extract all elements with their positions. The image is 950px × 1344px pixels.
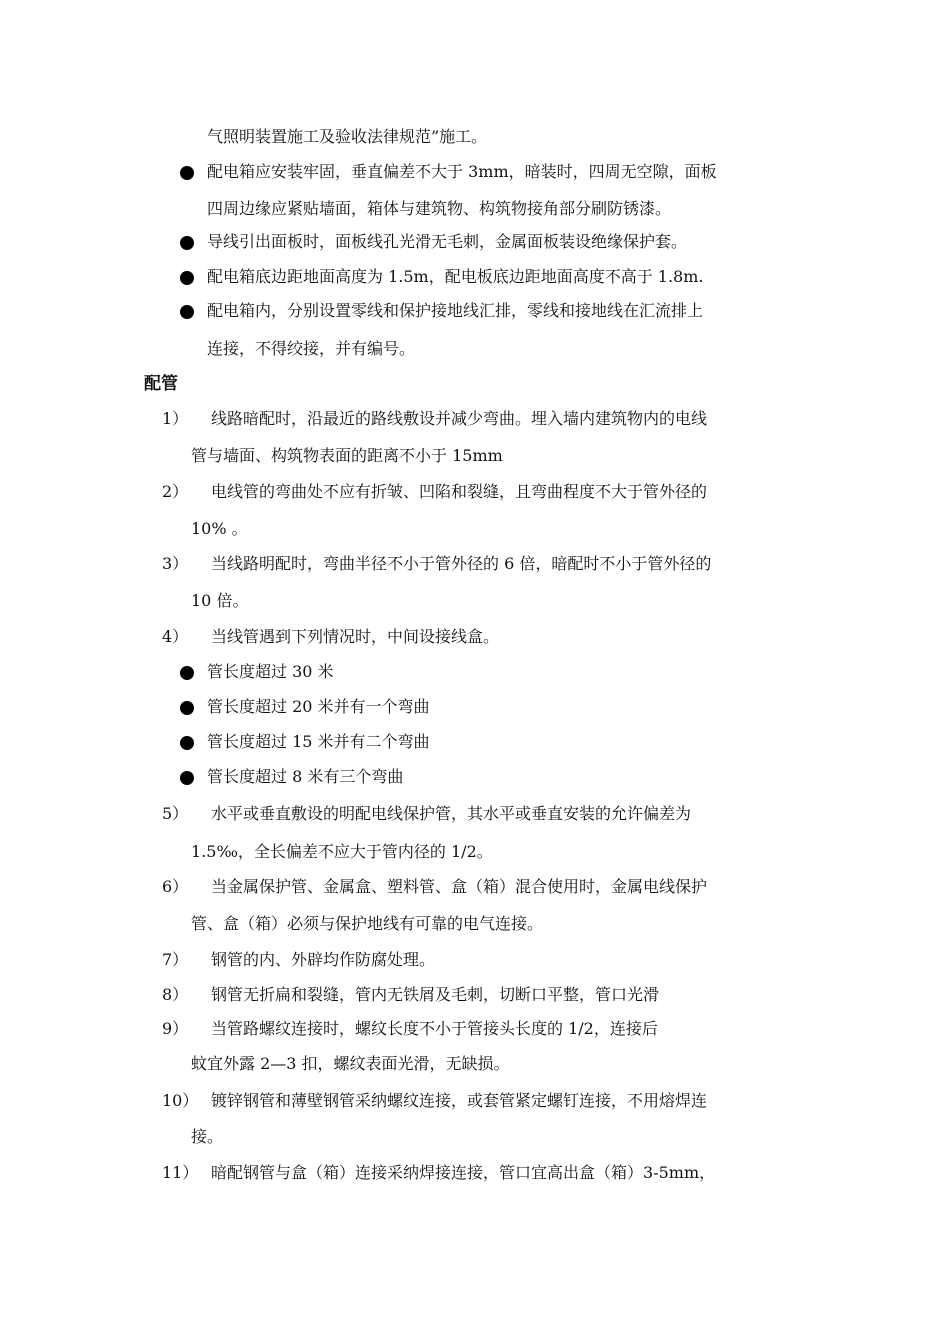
item-number: 3）: [162, 554, 189, 573]
bullet-dot: [180, 271, 194, 285]
bullet-dot: [180, 166, 194, 180]
item-number: 5）: [162, 804, 189, 823]
item-text: 钢管无折扁和裂缝，管内无铁屑及毛刺，切断口平整，管口光滑: [211, 985, 660, 1004]
bullet-dot: [180, 236, 194, 250]
item-text: 线路暗配时，沿最近的路线敷设并减少弯曲。埋入墙内建筑物内的电线: [211, 409, 708, 428]
item-number: 2）: [162, 482, 189, 501]
item-number: 6）: [162, 877, 189, 896]
bullet-text: 导线引出面板时，面板线孔光滑无毛刺，金属面板装设绝缘保护套。: [207, 232, 688, 251]
bullet-dot: [180, 701, 194, 715]
bullet-dot: [180, 736, 194, 750]
item-text: 钢管的内、外辟均作防腐处理。: [211, 950, 436, 969]
item-number: 1）: [162, 409, 189, 428]
item-text: 接。: [191, 1127, 224, 1146]
sub-bullet-text: 管长度超过 8 米有三个弯曲: [207, 767, 404, 786]
item-number: 10）: [162, 1091, 199, 1110]
item-text: 管与墙面、构筑物表面的距离不小于 15mm: [191, 446, 503, 465]
item-number: 7）: [162, 950, 189, 969]
item-text: 当线管遇到下列情况时，中间设接线盒。: [211, 627, 500, 646]
sub-bullet-text: 管长度超过 20 米并有一个弯曲: [207, 697, 430, 716]
sub-bullet-text: 管长度超过 30 米: [207, 662, 334, 681]
item-text: 当金属保护管、金属盒、塑料管、盒（箱）混合使用时，金属电线保护: [211, 877, 708, 896]
bullet-text: 四周边缘应紧贴墙面，箱体与建筑物、构筑物接角部分刷防锈漆。: [207, 199, 672, 218]
item-text: 管、盒（箱）必须与保护地线有可靠的电气连接。: [191, 914, 544, 933]
item-number: 4）: [162, 627, 189, 646]
item-text: 电线管的弯曲处不应有折皱、凹陷和裂缝，且弯曲程度不大于管外径的: [211, 482, 708, 501]
item-text: 10% 。: [191, 519, 248, 538]
item-text: 当线路明配时，弯曲半径不小于管外径的 6 倍，暗配时不小于管外径的: [211, 554, 712, 573]
item-text: 镀锌钢管和薄壁钢管采纳螺纹连接，或套管紧定螺钉连接，不用熔焊连: [211, 1091, 708, 1110]
sub-bullet-text: 管长度超过 15 米并有二个弯曲: [207, 732, 430, 751]
item-text: 1.5‰，全长偏差不应大于管内径的 1/2。: [191, 842, 493, 861]
continuation-text: 气照明装置施工及验收法律规范”施工。: [207, 127, 488, 146]
item-text: 暗配钢管与盒（箱）连接采纳焊接连接，管口宜高出盒（箱）3-5mm，: [211, 1163, 716, 1182]
item-text: 当管路螺纹连接时，螺纹长度不小于管接头长度的 1/2，连接后: [211, 1019, 658, 1038]
bullet-text: 配电箱内，分别设置零线和保护接地线汇排，零线和接地线在汇流排上: [207, 301, 704, 320]
item-number: 8）: [162, 985, 189, 1004]
item-number: 9）: [162, 1019, 189, 1038]
item-number: 11）: [162, 1163, 199, 1182]
bullet-text: 连接，不得绞接，并有编号。: [207, 339, 416, 358]
bullet-text: 配电箱应安装牢固，垂直偏差不大于 3mm，暗装时，四周无空隙，面板: [207, 162, 717, 181]
bullet-dot: [180, 666, 194, 680]
item-text: 水平或垂直敷设的明配电线保护管，其水平或垂直安装的允许偏差为: [211, 804, 692, 823]
item-text: 蚊宜外露 2—3 扣，螺纹表面光滑，无缺损。: [191, 1054, 510, 1073]
bullet-dot: [180, 771, 194, 785]
section-heading: 配管: [144, 374, 178, 394]
bullet-text: 配电箱底边距地面高度为 1.5m，配电板底边距地面高度不高于 1.8m.: [207, 267, 704, 286]
bullet-dot: [180, 305, 194, 319]
item-text: 10 倍。: [191, 591, 249, 610]
